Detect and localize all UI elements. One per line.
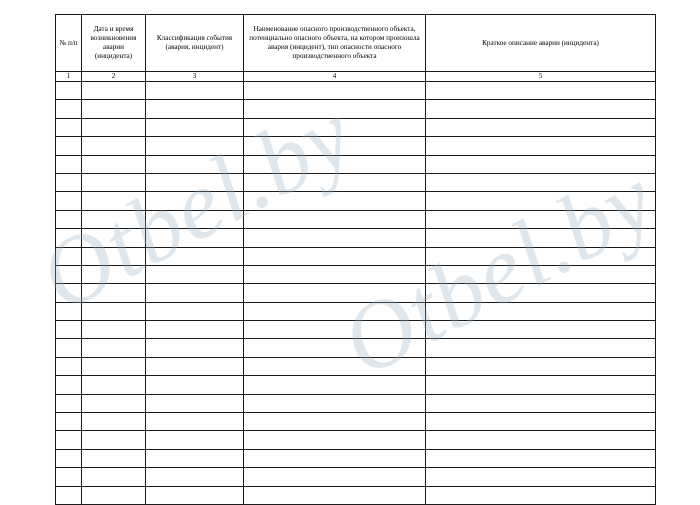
table-cell[interactable] (244, 302, 426, 320)
table-cell[interactable] (244, 229, 426, 247)
table-cell[interactable] (82, 100, 146, 118)
table-row (56, 118, 656, 136)
table-cell[interactable] (56, 82, 82, 100)
table-cell[interactable] (56, 284, 82, 302)
table-cell[interactable] (146, 376, 244, 394)
table-cell[interactable] (244, 394, 426, 412)
table-cell[interactable] (146, 413, 244, 431)
table-cell[interactable] (82, 192, 146, 210)
table-cell[interactable] (426, 431, 656, 449)
table-cell[interactable] (426, 357, 656, 375)
table-cell[interactable] (82, 376, 146, 394)
table-cell[interactable] (146, 100, 244, 118)
table-cell[interactable] (146, 468, 244, 486)
table-cell[interactable] (426, 394, 656, 412)
table-cell[interactable] (244, 449, 426, 467)
table-cell[interactable] (56, 376, 82, 394)
table-cell[interactable] (426, 118, 656, 136)
table-cell[interactable] (146, 357, 244, 375)
column-number-5: 5 (426, 72, 656, 82)
table-row (56, 229, 656, 247)
table-cell[interactable] (244, 265, 426, 283)
table-cell[interactable] (244, 357, 426, 375)
table-cell[interactable] (82, 118, 146, 136)
table-cell[interactable] (56, 173, 82, 191)
table-cell[interactable] (82, 82, 146, 100)
journal-table (55, 14, 656, 505)
table-cell[interactable] (426, 192, 656, 210)
table-cell[interactable] (426, 82, 656, 100)
table-cell[interactable] (244, 155, 426, 173)
table-cell[interactable] (82, 155, 146, 173)
table-cell[interactable] (244, 192, 426, 210)
table-cell[interactable] (426, 100, 656, 118)
journal-table-container (55, 14, 655, 505)
table-cell[interactable] (146, 302, 244, 320)
table-cell[interactable] (56, 394, 82, 412)
table-row (56, 265, 656, 283)
table-cell[interactable] (426, 321, 656, 339)
table-cell[interactable] (82, 229, 146, 247)
table-row (56, 302, 656, 320)
table-cell[interactable] (244, 284, 426, 302)
table-cell[interactable] (244, 100, 426, 118)
table-header-row (56, 15, 656, 72)
table-cell[interactable] (426, 302, 656, 320)
table-cell[interactable] (146, 229, 244, 247)
table-row (56, 210, 656, 228)
table-cell[interactable] (244, 82, 426, 100)
table-cell[interactable] (426, 173, 656, 191)
table-cell[interactable] (244, 376, 426, 394)
table-cell[interactable] (146, 486, 244, 504)
table-cell[interactable] (56, 449, 82, 467)
table-cell[interactable] (426, 413, 656, 431)
table-cell[interactable] (56, 265, 82, 283)
table-cell[interactable] (56, 486, 82, 504)
table-row (56, 192, 656, 210)
table-cell[interactable] (244, 137, 426, 155)
table-row (56, 339, 656, 357)
table-cell[interactable] (56, 431, 82, 449)
table-cell[interactable] (146, 173, 244, 191)
table-cell[interactable] (146, 449, 244, 467)
table-cell[interactable] (244, 431, 426, 449)
table-cell[interactable] (82, 173, 146, 191)
journal-table-body (56, 82, 656, 505)
table-cell[interactable] (244, 321, 426, 339)
table-cell[interactable] (426, 486, 656, 504)
table-cell[interactable] (82, 486, 146, 504)
table-row (56, 247, 656, 265)
table-row (56, 155, 656, 173)
table-cell[interactable] (146, 155, 244, 173)
table-cell[interactable] (244, 247, 426, 265)
table-row (56, 449, 656, 467)
table-cell[interactable] (146, 137, 244, 155)
table-cell[interactable] (82, 468, 146, 486)
table-cell[interactable] (244, 339, 426, 357)
table-cell[interactable] (146, 118, 244, 136)
table-cell[interactable] (82, 321, 146, 339)
table-cell[interactable] (56, 100, 82, 118)
column-number-3: 3 (146, 72, 244, 82)
table-cell[interactable] (426, 137, 656, 155)
table-cell[interactable] (82, 413, 146, 431)
table-row (56, 431, 656, 449)
column-header-classification: Классификация события (авария, инцидент) (146, 15, 244, 72)
table-row (56, 468, 656, 486)
table-cell[interactable] (82, 339, 146, 357)
table-cell[interactable] (426, 376, 656, 394)
table-cell[interactable] (56, 192, 82, 210)
table-cell[interactable] (426, 247, 656, 265)
table-row (56, 357, 656, 375)
column-header-object-name: Наименование опасного производственного объекта, потенциально опасного объекта, на котором произошла авария (инцидент), тип опасности опасного производственного объекта (244, 15, 426, 72)
table-cell[interactable] (146, 431, 244, 449)
table-cell[interactable] (56, 137, 82, 155)
table-cell[interactable] (82, 247, 146, 265)
table-cell[interactable] (244, 413, 426, 431)
table-cell[interactable] (244, 468, 426, 486)
table-cell[interactable] (56, 118, 82, 136)
table-row (56, 173, 656, 191)
table-cell[interactable] (82, 394, 146, 412)
table-row (56, 321, 656, 339)
column-header-number: № п/п (56, 15, 82, 72)
table-cell[interactable] (146, 192, 244, 210)
table-cell[interactable] (82, 265, 146, 283)
table-cell[interactable] (82, 210, 146, 228)
table-cell[interactable] (426, 284, 656, 302)
table-cell[interactable] (146, 82, 244, 100)
table-cell[interactable] (146, 339, 244, 357)
table-cell[interactable] (56, 339, 82, 357)
column-header-description: Краткое описание аварии (инцидента) (426, 15, 656, 72)
table-cell[interactable] (82, 431, 146, 449)
table-cell[interactable] (146, 247, 244, 265)
table-cell[interactable] (146, 394, 244, 412)
table-cell[interactable] (56, 302, 82, 320)
table-cell[interactable] (56, 413, 82, 431)
table-cell[interactable] (82, 284, 146, 302)
table-cell[interactable] (426, 155, 656, 173)
column-number-4: 4 (244, 72, 426, 82)
table-row (56, 137, 656, 155)
table-cell[interactable] (56, 357, 82, 375)
table-row (56, 284, 656, 302)
table-cell[interactable] (56, 229, 82, 247)
column-numbering-row (56, 72, 656, 82)
table-cell[interactable] (56, 247, 82, 265)
table-cell[interactable] (426, 449, 656, 467)
table-cell[interactable] (426, 265, 656, 283)
table-cell[interactable] (426, 210, 656, 228)
table-cell[interactable] (146, 265, 244, 283)
watermark-text: Otbel.by (324, 144, 672, 397)
table-cell[interactable] (244, 118, 426, 136)
table-cell[interactable] (82, 302, 146, 320)
table-cell[interactable] (56, 468, 82, 486)
column-number-1: 1 (56, 72, 82, 82)
table-cell[interactable] (426, 229, 656, 247)
watermark-text: Otbel.by (22, 79, 370, 332)
table-cell[interactable] (244, 486, 426, 504)
table-cell[interactable] (56, 321, 82, 339)
table-cell[interactable] (426, 468, 656, 486)
table-row (56, 486, 656, 504)
column-number-2: 2 (82, 72, 146, 82)
table-cell[interactable] (82, 137, 146, 155)
table-cell[interactable] (82, 357, 146, 375)
table-cell[interactable] (244, 210, 426, 228)
table-cell[interactable] (146, 321, 244, 339)
table-cell[interactable] (426, 339, 656, 357)
table-row (56, 100, 656, 118)
table-row (56, 394, 656, 412)
table-row (56, 376, 656, 394)
table-cell[interactable] (146, 210, 244, 228)
table-cell[interactable] (146, 284, 244, 302)
table-cell[interactable] (82, 449, 146, 467)
table-cell[interactable] (56, 210, 82, 228)
column-header-datetime: Дата и время возникновения аварии (инцидента) (82, 15, 146, 72)
table-cell[interactable] (56, 155, 82, 173)
table-row (56, 413, 656, 431)
table-cell[interactable] (244, 173, 426, 191)
table-row (56, 82, 656, 100)
